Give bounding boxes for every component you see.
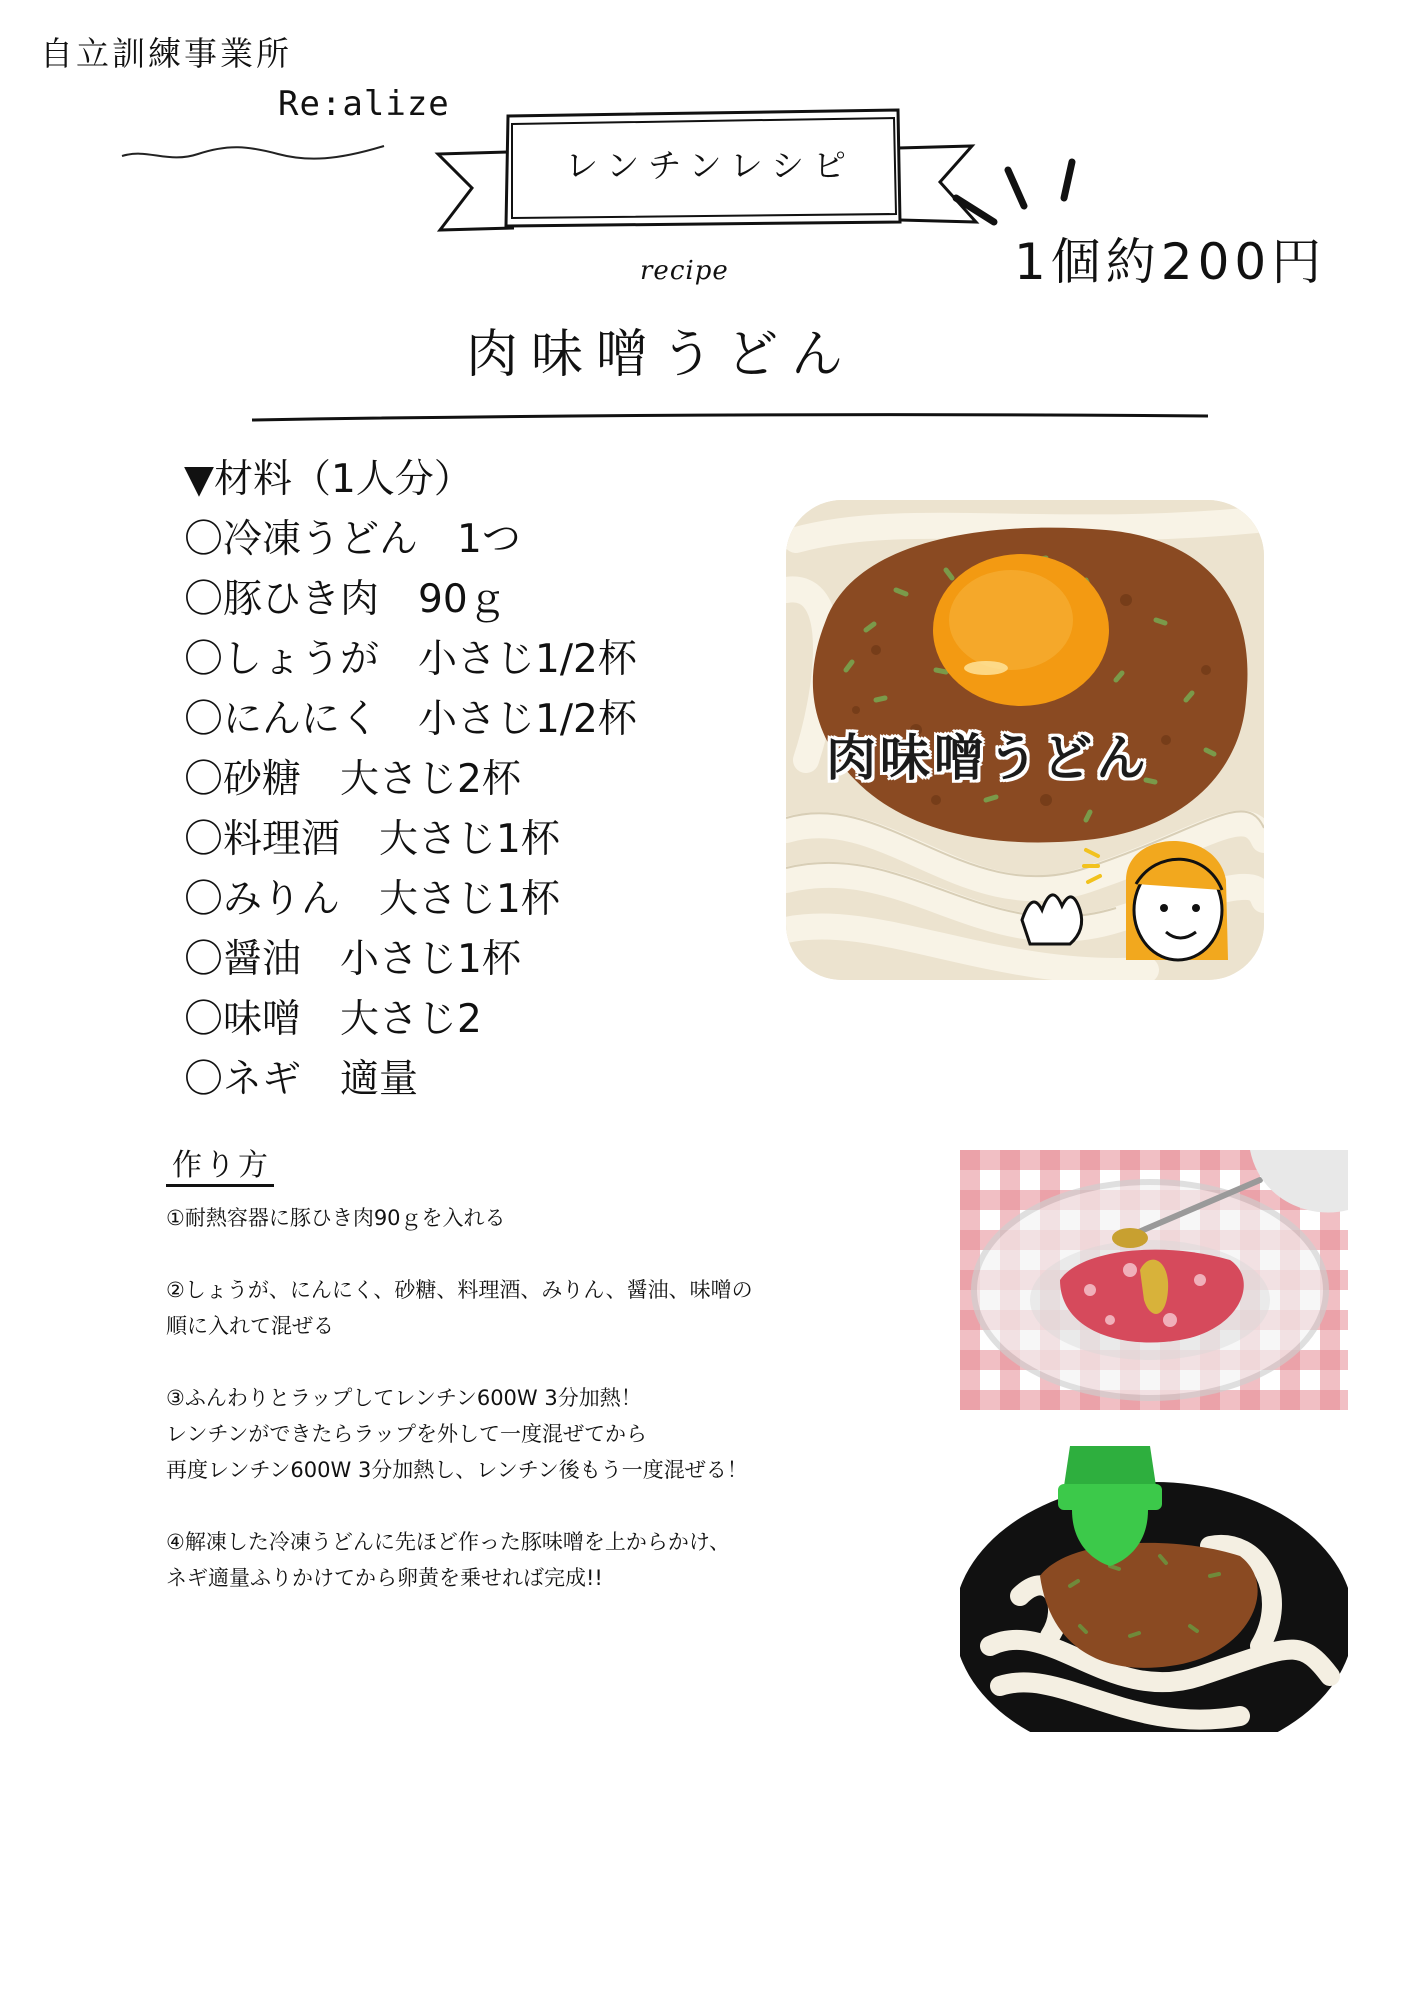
step-line: ネギ適量ふりかけてから卵黄を乗せれば完成!! bbox=[166, 1566, 603, 1590]
method-underline bbox=[166, 1184, 274, 1187]
serving-bowl-illustration bbox=[960, 1446, 1348, 1732]
recipe-title: 肉味噌うどん bbox=[466, 325, 857, 385]
step-photo-mixing bbox=[960, 1150, 1348, 1410]
ingredient-item: 〇豚ひき肉 90ｇ bbox=[184, 577, 507, 622]
glass-bowl-illustration bbox=[960, 1150, 1348, 1410]
step-1 bbox=[166, 1200, 926, 1236]
step-line: ①耐熱容器に豚ひき肉90ｇを入れる bbox=[166, 1206, 506, 1230]
method-steps bbox=[166, 1200, 926, 1632]
price-label: 1個約200円 bbox=[1014, 233, 1327, 291]
ingredient-item: 〇料理酒 大さじ1杯 bbox=[184, 817, 560, 862]
title-divider bbox=[250, 412, 1210, 424]
hero-photo bbox=[786, 500, 1264, 980]
method-heading: 作り方 bbox=[172, 1148, 271, 1183]
ingredient-item: 〇砂糖 大さじ2杯 bbox=[184, 757, 521, 802]
recipe-label: recipe bbox=[640, 256, 729, 286]
step-line: 順に入れて混ぜる bbox=[166, 1314, 334, 1338]
step-line: ②しょうが、にんにく、砂糖、料理酒、みりん、醤油、味噌の bbox=[166, 1278, 753, 1302]
brand-underline bbox=[118, 138, 388, 168]
step-4 bbox=[166, 1524, 926, 1596]
hero-caption: 肉味噌うどん bbox=[826, 729, 1150, 787]
step-photo-serving bbox=[960, 1446, 1348, 1732]
organization-name: 自立訓練事業所 bbox=[40, 34, 292, 73]
ingredient-item: 〇醤油 小さじ1杯 bbox=[184, 937, 521, 982]
ingredient-item: 〇しょうが 小さじ1/2杯 bbox=[184, 637, 637, 682]
ingredient-list bbox=[184, 450, 637, 1110]
chef-avatar-icon bbox=[1126, 841, 1228, 960]
ingredient-item: 〇にんにく 小さじ1/2杯 bbox=[184, 697, 637, 742]
step-line: 再度レンチン600W 3分加熱し、レンチン後もう一度混ぜる！ bbox=[166, 1458, 748, 1482]
banner-title: レンチンレシピ bbox=[565, 146, 855, 185]
brand-name: Re:alize bbox=[278, 84, 450, 124]
ingredient-item: 〇味噌 大さじ2 bbox=[184, 997, 482, 1042]
step-line: レンチンができたらラップを外して一度混ぜてから bbox=[166, 1422, 648, 1446]
ok-hand-icon bbox=[1022, 895, 1082, 944]
ingredient-item: 〇冷凍うどん 1つ bbox=[184, 517, 521, 562]
step-line: ③ふんわりとラップしてレンチン600W 3分加熱！ bbox=[166, 1386, 642, 1410]
ingredient-heading: ▼材料（1人分） bbox=[184, 457, 473, 502]
ingredient-item: 〇ネギ 適量 bbox=[184, 1057, 419, 1102]
step-3 bbox=[166, 1380, 926, 1488]
step-2 bbox=[166, 1272, 926, 1344]
step-line: ④解凍した冷凍うどんに先ほど作った豚味噌を上からかけ、 bbox=[166, 1530, 730, 1554]
ingredient-item: 〇みりん 大さじ1杯 bbox=[184, 877, 560, 922]
